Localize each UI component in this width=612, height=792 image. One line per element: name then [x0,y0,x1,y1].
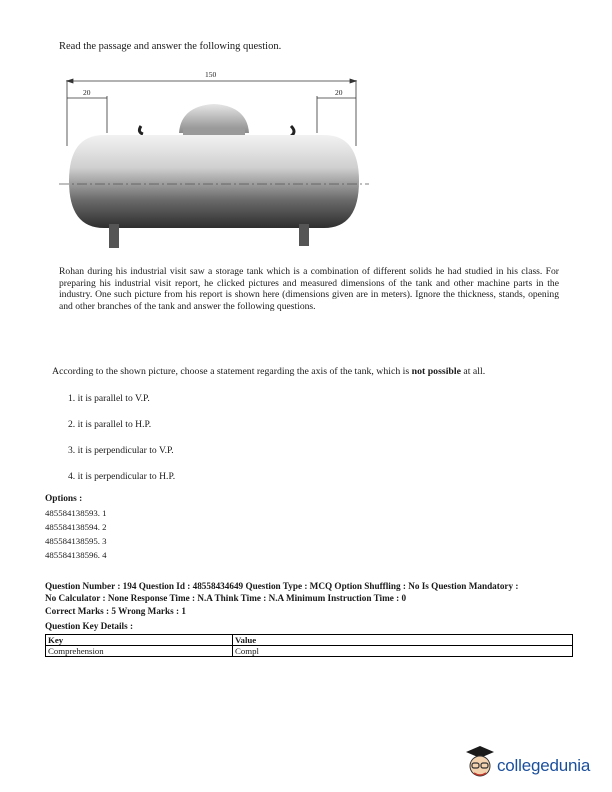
table-header-key: Key [46,635,233,646]
option-id-4: 485584138596. 4 [45,550,107,560]
passage: Rohan during his industrial visit saw a storage tank which is a combination of different solids he had studied in his class. For preparing his industrial visit report, he clicked pictures and measured dimensions of the tank and other machine parts in the industry. One such picture from his report is shown here (dimensions given are in meters). Ignore the thickness, stands, opening and other branches of the tank and answer the following questions. [59,266,559,312]
graduate-icon [466,746,494,776]
marks-line: Correct Marks : 5 Wrong Marks : 1 [45,606,186,616]
option-id-1: 485584138593. 1 [45,508,107,518]
dimension-right: 20 [335,88,343,97]
tank-handle-left [139,126,143,134]
table-header-row [46,635,573,646]
table-row [46,646,573,657]
dimension-total: 150 [205,70,217,79]
tank-leg-right [299,224,309,246]
question-text [52,366,572,377]
table-cell-value: Compl [233,646,573,657]
option-id-3: 485584138595. 3 [45,536,107,546]
options-title: Options : [45,494,83,504]
option-id-2: 485584138594. 2 [45,522,107,532]
key-details-title: Question Key Details : [45,621,134,631]
tank-body [69,135,359,228]
tank-figure [59,68,559,260]
table-cell-key: Comprehension [46,646,233,657]
option-2: 2. it is parallel to H.P. [68,419,152,430]
question-suffix: at all. [460,366,486,377]
table-header-value: Value [233,635,573,646]
tank-dome-base [183,128,245,136]
tank-leg-left [109,224,119,248]
question-meta-line-2: No Calculator : None Response Time : N.A Think Time : N.A Minimum Instruction Time : 0 [45,592,407,603]
question-meta-line-1: Question Number : 194 Question Id : 48558434649 Question Type : MCQ Option Shuffling : No Is Question Mandatory : [45,581,519,591]
intro-text: Read the passage and answer the following question. [59,41,282,52]
question-meta [45,581,575,605]
question-emphasis: not possible [411,366,461,377]
question-prefix: According to the shown picture, choose a statement regarding the axis of the tank, which is [52,366,412,377]
dimension-left: 20 [83,88,91,97]
option-3: 3. it is perpendicular to V.P. [68,445,174,456]
tank-handle-right [291,126,294,136]
option-1: 1. it is parallel to V.P. [68,393,150,404]
key-details-table [45,634,573,657]
option-4: 4. it is perpendicular to H.P. [68,471,176,482]
logo-text: collegedunia [497,756,591,775]
